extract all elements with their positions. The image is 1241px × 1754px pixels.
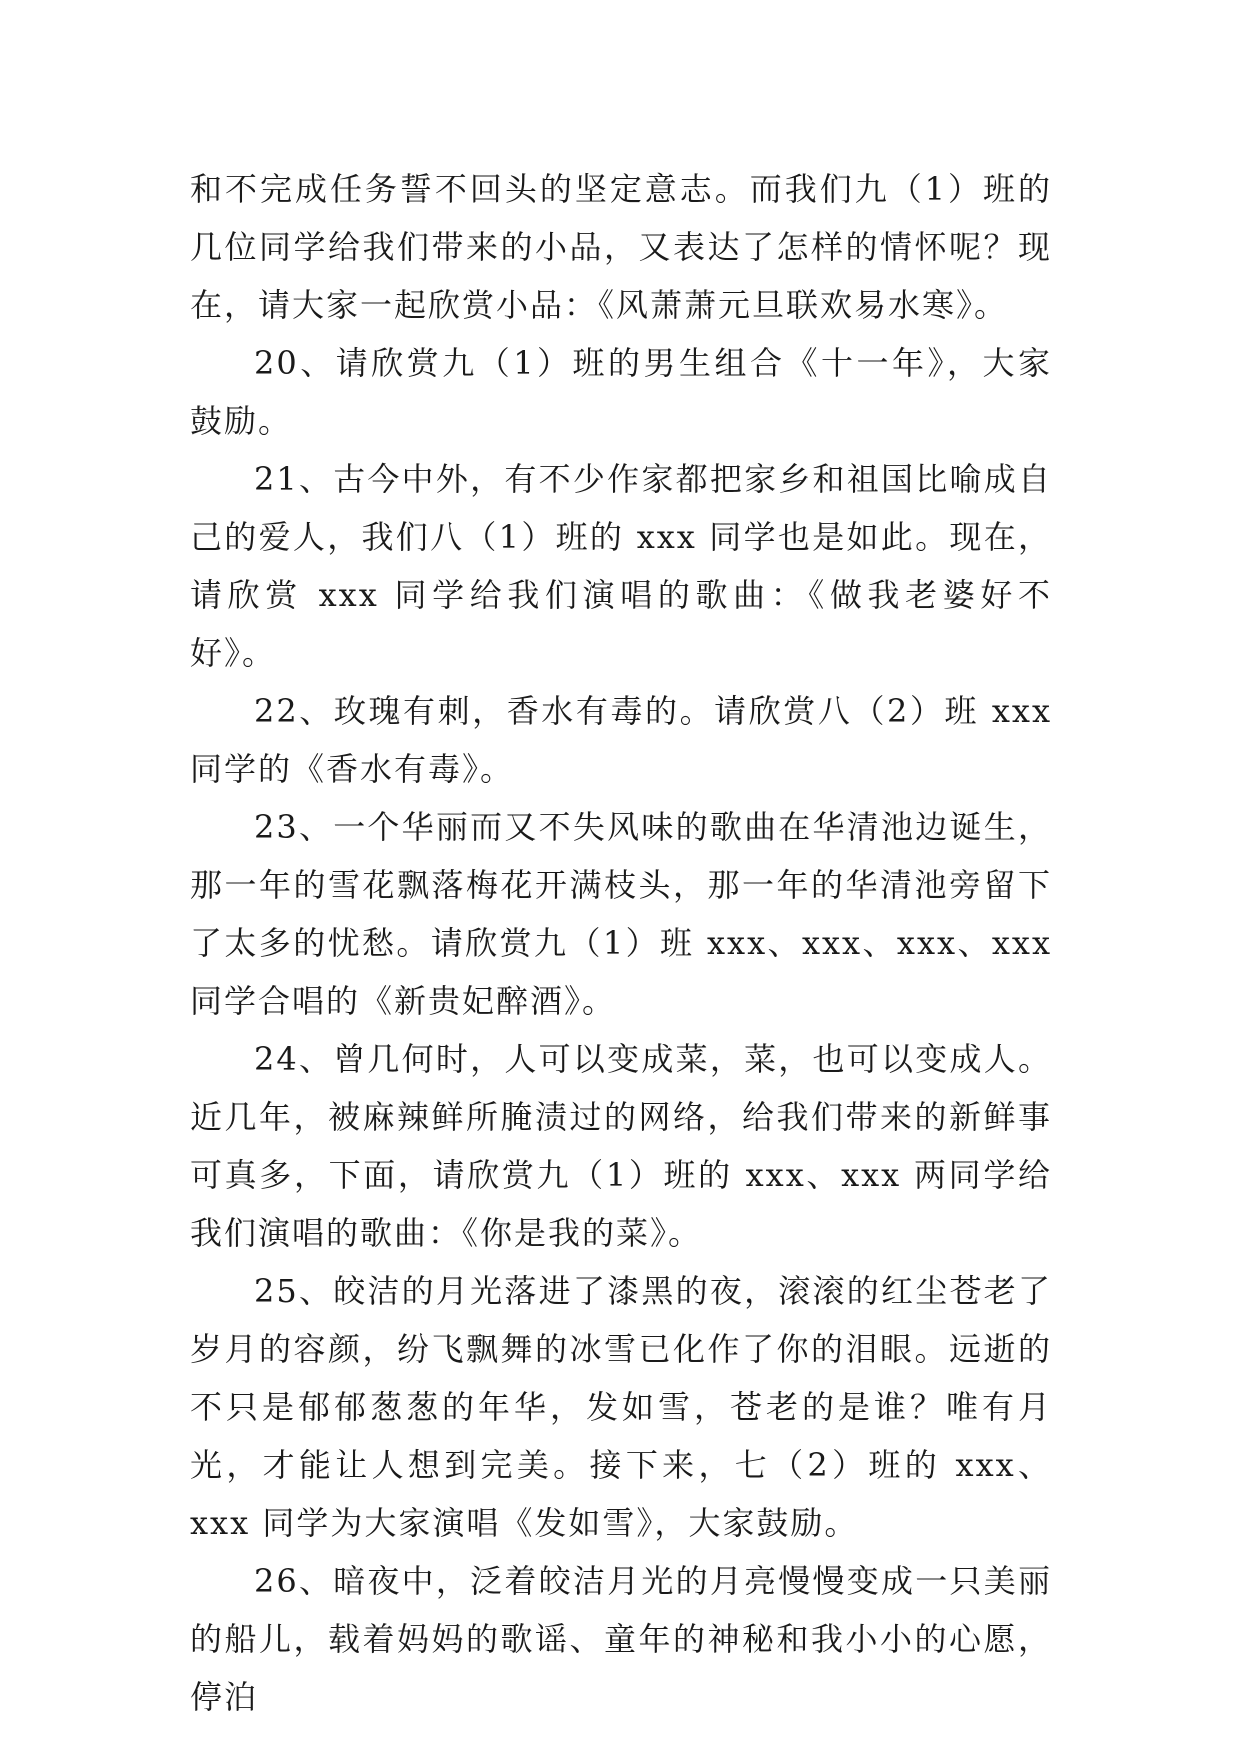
- paragraph-item-25: 25、皎洁的月光落进了漆黑的夜，滚滚的红尘苍老了岁月的容颜，纷飞飘舞的冰雪已化作了你的泪眼。远逝的不只是郁郁葱葱的年华，发如雪，苍老的是谁？唯有月光，才能让人想到完美。接下来，七（2）班的 xxx、xxx 同学为大家演唱《发如雪》，大家鼓励。: [190, 1272, 1052, 1542]
- paragraph-item-20: 20、请欣赏九（1）班的男生组合《十一年》，大家鼓励。: [190, 344, 1052, 440]
- paragraph-item-24: 24、曾几何时，人可以变成菜，菜，也可以变成人。近几年，被麻辣鲜所腌渍过的网络，给我们带来的新鲜事可真多，下面，请欣赏九（1）班的 xxx、xxx 两同学给我们演唱的歌曲：《你是我的菜》。: [190, 1040, 1052, 1252]
- paragraph-continuation: 和不完成任务誓不回头的坚定意志。而我们九（1）班的几位同学给我们带来的小品，又表达了怎样的情怀呢？现在，请大家一起欣赏小品：《风萧萧元旦联欢易水寒》。: [190, 170, 1052, 324]
- paragraph-item-21: 21、古今中外，有不少作家都把家乡和祖国比喻成自己的爱人，我们八（1）班的 xxx 同学也是如此。现在，请欣赏 xxx 同学给我们演唱的歌曲：《做我老婆好不好》。: [190, 460, 1052, 672]
- paragraph-item-23: 23、一个华丽而又不失风味的歌曲在华清池边诞生，那一年的雪花飘落梅花开满枝头，那一年的华清池旁留下了太多的忧愁。请欣赏九（1）班 xxx、xxx、xxx、xxx 同学合唱的《新贵妃醉酒》。: [190, 808, 1052, 1020]
- paragraph-item-22: 22、玫瑰有刺，香水有毒的。请欣赏八（2）班 xxx 同学的《香水有毒》。: [190, 692, 1052, 788]
- paragraph-item-26: 26、暗夜中，泛着皎洁月光的月亮慢慢变成一只美丽的船儿，载着妈妈的歌谣、童年的神秘和我小小的心愿，停泊: [190, 1562, 1052, 1716]
- document-body: [190, 160, 1052, 1726]
